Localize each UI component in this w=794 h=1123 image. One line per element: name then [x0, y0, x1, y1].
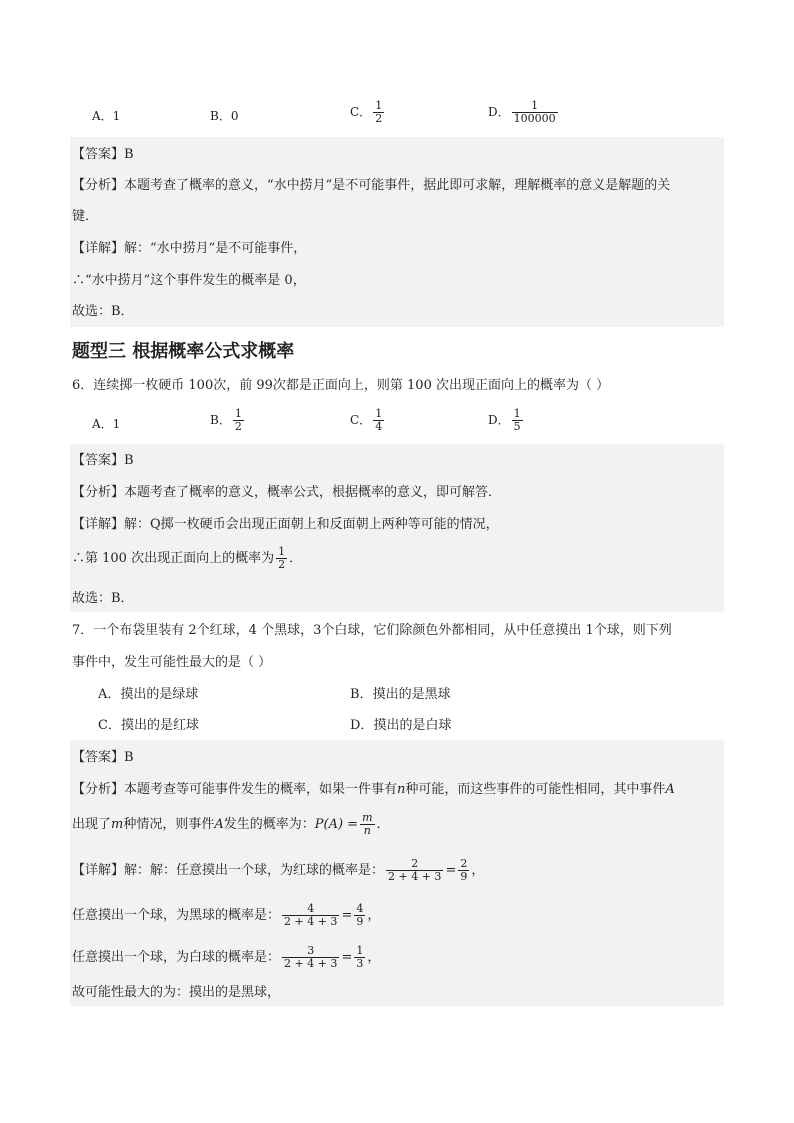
fraction-numerator: 1 [375, 407, 383, 420]
fraction-denominator: 2 [375, 112, 383, 125]
option-text: 摸出的是白球 [373, 718, 452, 733]
fraction-denominator: 2 + 4 + 3 [284, 957, 338, 970]
q6-analysis: 【分析】本题考查了概率的意义，概率公式，根据概率的意义，即可解答． [72, 485, 502, 500]
option-label: A． [92, 109, 113, 123]
fraction-denominator: 2 + 4 + 3 [388, 870, 442, 883]
analysis-text: 种情况，则事件 [123, 817, 215, 832]
option-label: B． [350, 687, 373, 702]
option-label: C． [350, 105, 372, 119]
equals-sign: = [341, 908, 353, 923]
analysis-text: 发生的概率为： [223, 817, 315, 832]
analysis-text: 出现了 [72, 817, 112, 832]
math-var: n [397, 782, 406, 797]
q5-analysis-line2: 键． [72, 209, 99, 224]
q5-option-a [92, 107, 120, 125]
q5-solution-block [70, 137, 724, 327]
fraction [386, 858, 443, 883]
math-var: A [665, 782, 675, 797]
q7-option-a [98, 686, 198, 704]
equals-sign: = [445, 863, 457, 878]
fraction [276, 546, 287, 571]
fraction-numerator: 4 [356, 902, 364, 915]
q5-detail-line2: ∴“水中捞月”这个事件发生的概率是 0， [72, 273, 306, 288]
detail-text: ， [367, 950, 381, 965]
q7-answer: 【答案】B [72, 750, 134, 765]
option-text: 摸出的是红球 [120, 718, 199, 733]
q5-answer: 【答案】B [72, 147, 134, 162]
option-text: 摸出的是绿球 [120, 687, 199, 702]
fraction [512, 100, 558, 125]
q5-choice: 故选：B． [72, 304, 134, 319]
analysis-text: ． [376, 817, 390, 832]
option-label: B． [210, 413, 231, 427]
detail-text: ， [367, 908, 381, 923]
q7-detail-line1 [72, 858, 484, 883]
analysis-text: 【分析】本题考查等可能事件发生的概率，如果一件事有 [72, 782, 398, 797]
q5-analysis-line1: 【分析】本题考查了概率的意义，“水中捞月”是不可能事件，据此即可求解，理解概率的意义是解题的关 [72, 178, 671, 193]
fraction [373, 408, 384, 433]
detail-text: ． [289, 551, 303, 566]
fraction-denominator: n [360, 824, 374, 837]
fraction-numerator: 3 [307, 944, 315, 957]
q7-option-b [350, 686, 451, 704]
q7-option-d [350, 717, 451, 735]
fraction-denominator: 4 [375, 420, 383, 433]
detail-text: ∴第 100 次出现正面向上的概率为 [72, 551, 275, 566]
option-label: D． [350, 718, 374, 733]
q7-option-c [98, 717, 199, 735]
q5-option-c [350, 100, 386, 125]
q7-analysis-line1 [72, 781, 675, 799]
detail-text: ， [471, 863, 485, 878]
q6-detail-line2 [72, 546, 302, 571]
fraction [233, 408, 244, 433]
option-label: D． [488, 105, 510, 119]
option-label: B． [210, 109, 231, 123]
fraction-numerator: 2 [460, 857, 468, 870]
fraction-denominator: 3 [356, 957, 364, 970]
q5-option-b [210, 107, 238, 125]
q7-stem-line1: 7．一个布袋里装有 2个红球，4 个黑球，3个白球，它们除颜色外都相同，从中任意摸出 1个球，则下列 [72, 623, 672, 638]
q6-option-a [92, 415, 120, 433]
detail-text: 任意摸出一个球，为白球的概率是： [72, 950, 281, 965]
math-formula: P(A) = [314, 817, 359, 832]
fraction [282, 903, 339, 928]
fraction-numerator: 2 [411, 857, 419, 870]
fraction-denominator: 100000 [513, 112, 556, 125]
fraction-numerator: m [362, 811, 373, 824]
option-value: 1 [112, 417, 121, 431]
fraction-denominator: 2 + 4 + 3 [284, 915, 338, 928]
q7-conclusion: 故可能性最大的为：摸出的是黑球， [72, 985, 281, 1000]
fraction [373, 100, 384, 125]
q6-option-b [210, 408, 246, 433]
analysis-text: 种可能，而这些事件的可能性相同，其中事件 [405, 782, 666, 797]
fraction-numerator: 1 [375, 99, 383, 112]
fraction-numerator: 1 [278, 545, 286, 558]
fraction [360, 812, 374, 837]
q7-stem-line2: 事件中，发生可能性最大的是（ ） [72, 655, 272, 670]
fraction [354, 945, 365, 970]
option-label: A． [92, 417, 113, 431]
math-var: m [111, 817, 124, 832]
q5-detail-line1: 【详解】解：“水中捞月”是不可能事件， [72, 241, 307, 256]
fraction-numerator: 1 [234, 407, 242, 420]
fraction-numerator: 1 [513, 407, 521, 420]
fraction-denominator: 2 [278, 558, 286, 571]
equals-sign: = [341, 950, 353, 965]
math-var: A [214, 817, 224, 832]
q7-analysis-line2 [72, 812, 390, 837]
fraction [354, 903, 365, 928]
detail-text: 任意摸出一个球，为黑球的概率是： [72, 908, 281, 923]
fraction-denominator: 9 [356, 915, 364, 928]
option-label: D． [488, 413, 510, 427]
option-label: C． [350, 413, 372, 427]
q6-answer: 【答案】B [72, 453, 134, 468]
fraction-numerator: 4 [307, 902, 315, 915]
fraction-numerator: 1 [356, 944, 364, 957]
q7-detail-line3 [72, 945, 380, 970]
q6-option-d [488, 408, 525, 433]
fraction [458, 858, 469, 883]
option-label: A． [98, 687, 121, 702]
q5-option-d [488, 100, 560, 125]
fraction-denominator: 2 [234, 420, 242, 433]
q6-option-c [350, 408, 386, 433]
q6-choice: 故选：B． [72, 591, 134, 606]
fraction [282, 945, 339, 970]
detail-text: 【详解】解：解：任意摸出一个球，为红球的概率是： [72, 863, 385, 878]
fraction-numerator: 1 [531, 99, 539, 112]
option-text: 摸出的是黑球 [372, 687, 451, 702]
q7-detail-line2 [72, 903, 380, 928]
fraction [512, 408, 523, 433]
q6-detail-line1: 【详解】解：Q掷一枚硬币会出现正面朝上和反面朝上两种等可能的情况， [72, 517, 499, 532]
section-title: 题型三 根据概率公式求概率 [72, 341, 295, 362]
fraction-denominator: 5 [513, 420, 521, 433]
fraction-denominator: 9 [460, 870, 468, 883]
option-label: C． [98, 718, 121, 733]
option-value: 0 [230, 109, 239, 123]
option-value: 1 [112, 109, 121, 123]
q6-stem: 6．连续掷一枚硬币 100次，前 99次都是正面向上，则第 100 次出现正面向上的概率为（ ） [72, 378, 610, 393]
